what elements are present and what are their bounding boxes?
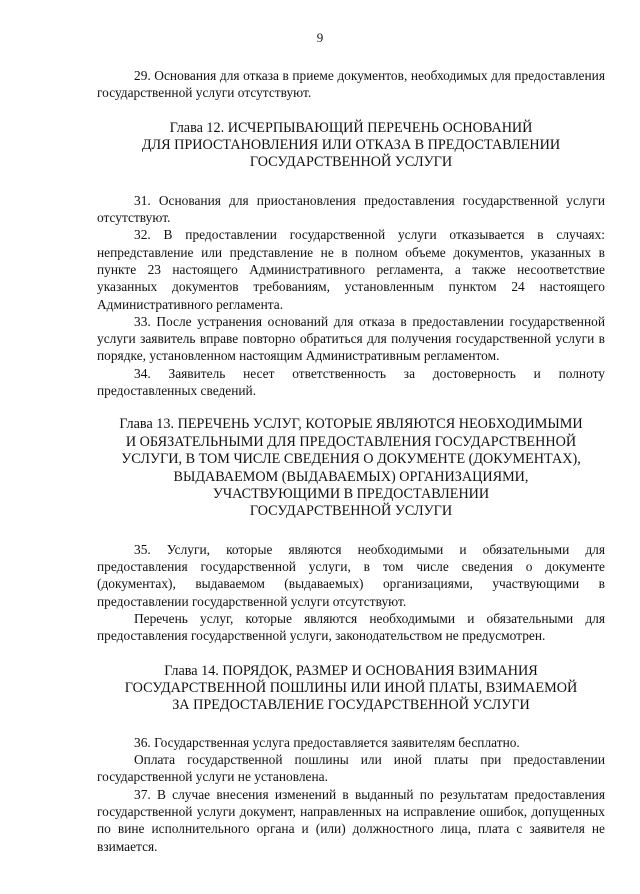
paragraph-fee: Оплата государственной пошлины или иной платы при предоставлении государственной услуги не установлена. (97, 752, 605, 785)
chapter-14-heading-line: ЗА ПРЕДОСТАВЛЕНИЕ ГОСУДАРСТВЕННОЙ УСЛУГИ (172, 697, 530, 714)
page-content (97, 67, 605, 855)
chapter-14-heading (97, 663, 605, 715)
chapter-12-heading-line: ДЛЯ ПРИОСТАНОВЛЕНИЯ ИЛИ ОТКАЗА В ПРЕДОСТАВЛЕНИИ (141, 137, 561, 153)
paragraph-35: 35. Услуги, которые являются необходимыми и обязательными для предоставления государственной услуги, в том числе сведения о документе (документах), выдаваемом (выдаваемых) организациями, участвующими в предоставлении государственной услуги отсутствуют. (97, 541, 605, 609)
paragraph-29: 29. Основания для отказа в приеме документов, необходимых для предоставления государственной услуги отсутствуют. (97, 68, 605, 101)
paragraph-services-list: Перечень услуг, которые являются необходимыми и обязательными для предоставления государственной услуги, законодательством не предусмотрен. (97, 611, 605, 644)
chapter-13-heading (97, 416, 605, 520)
chapter-12-heading-line: ГОСУДАРСТВЕННОЙ УСЛУГИ (249, 154, 453, 171)
chapter-12-heading-line: Глава 12. ИСЧЕРПЫВАЮЩИЙ ПЕРЕЧЕНЬ ОСНОВАНИЙ (169, 119, 533, 136)
chapter-14-heading-line: ГОСУДАРСТВЕННОЙ ПОШЛИНЫ ИЛИ ИНОЙ ПЛАТЫ, ВЗИМАЕМОЙ (124, 680, 578, 696)
page-number: 9 (316, 30, 324, 45)
paragraph-31: 31. Основания для приостановления предоставления государственной услуги отсутствуют. (97, 192, 605, 226)
paragraph-37: 37. В случае внесения изменений в выданный по результатам предоставления государственной услуги документ, направленных на исправление ошибок, допущенных по вине исполнительного органа и (или) должностного лица, плата с заявителя не взимается. (97, 786, 605, 854)
chapter-12-heading (97, 120, 605, 172)
paragraph-32: 32. В предоставлении государственной услуги отказывается в случаях: непредставление или представление не в полном объеме документов, указанных в пункте 23 настоящего Административного регламента, а также несоответствие указанных документов требованиям, установленным пунктом 24 настоящего Административного регламента. (97, 227, 605, 312)
chapter-13-heading-line: И ОБЯЗАТЕЛЬНЫМИ ДЛЯ ПРЕДОСТАВЛЕНИЯ ГОСУДАРСТВЕННОЙ (125, 433, 577, 450)
paragraph-33: 33. После устранения оснований для отказа в предоставлении государственной услуги заявитель вправе повторно обратиться для получения государственной услуги в порядке, установленном настоящим Административным регламентом. (97, 313, 605, 364)
chapter-13-heading-line: ГОСУДАРСТВЕННОЙ УСЛУГИ (249, 503, 453, 520)
chapter-13-heading-line: ВЫДАВАЕМОМ (ВЫДАВАЕМЫХ) ОРГАНИЗАЦИЯМИ, (173, 468, 529, 485)
chapter-13-heading-line: Глава 13. ПЕРЕЧЕНЬ УСЛУГ, КОТОРЫЕ ЯВЛЯЮТСЯ НЕОБХОДИМЫМИ (119, 416, 583, 433)
paragraph-34: 34. Заявитель несет ответственность за достоверность и полноту предоставленных сведений. (97, 365, 605, 399)
chapter-14-heading-line: Глава 14. ПОРЯДОК, РАЗМЕР И ОСНОВАНИЯ ВЗИМАНИЯ (164, 662, 538, 679)
chapter-13-heading-line: УСЛУГИ, В ТОМ ЧИСЛЕ СВЕДЕНИЯ О ДОКУМЕНТЕ (ДОКУМЕНТАХ), (121, 451, 581, 468)
paragraph-36: 36. Государственная услуга предоставляется заявителям бесплатно. (134, 734, 520, 750)
chapter-13-heading-line: УЧАСТВУЮЩИМИ В ПРЕДОСТАВЛЕНИИ (212, 486, 490, 502)
